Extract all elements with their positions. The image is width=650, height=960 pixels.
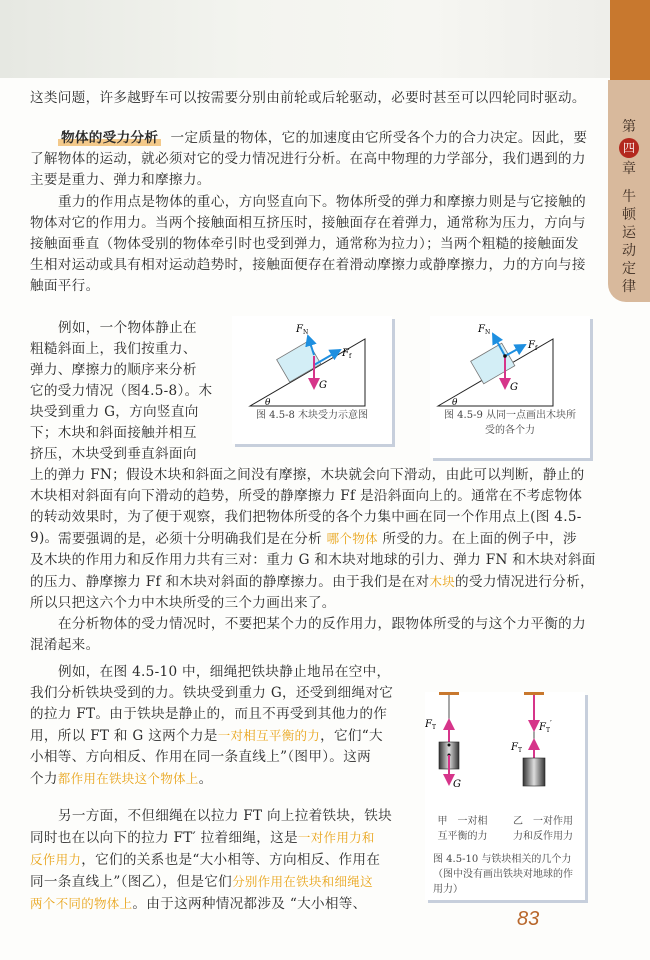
paragraph-incline-continued: 上的弹力 FN；假设木块和斜面之间没有摩擦，木块就会向下滑动，由此可以判断，静止的 木块相对斜面有向下滑动的趋势，所受的静摩擦力 Ff 是沿斜面向上的。通常在不考虑物体 的转动效果时，为了便于观察，我们把物体所受的各个力集中画在同一个作用点上(图 4.5-9)。	[30, 467, 585, 546]
svg-text:f: f	[535, 345, 538, 352]
paragraph-iron-block-balance: 例如，在图 4.5-10 中，细绳把铁块静止地吊在空中， 我们分析铁块受到的力。铁块受到重力 G，还受到细绳对它 的拉力 FT。由于铁块是静止的，而且不再受到其他力的作 用，所以 FT 和 G 这两个力是一对相互平衡的力，它们“大 小相等、方向相反、作用在同一条直线上”（图甲）。这两 个力都作用在铁块这个物体上。	[30, 664, 394, 787]
svg-text:G: G	[453, 779, 461, 790]
svg-text:θ: θ	[452, 398, 458, 408]
svg-text:T: T	[546, 727, 551, 734]
text-line: 这类问题，许多越野车可以按需要分别由前轮或后轮驱动，必要时甚至可以四轮同时驱动。	[30, 90, 586, 106]
svg-text:F: F	[539, 722, 546, 733]
sublabel-balanced: 甲 一对相 互平衡的力	[437, 816, 488, 842]
paragraph-gravity: 重力的作用点是物体的重心，方向竖直向下。物体所受的弹力和摩擦力则是与它接触的 物体对它的作用力。当两个接触面相互挤压时，接触面存在着弹力，通常称为压力，方向与 接触面垂直（物体受别的物体牵引时也受到弹力，通常称为拉力）；当两个粗糙的接触面发 生相对运动或具有相对运动趋势时，接触面便存在着滑动摩擦力或静摩擦力，力的方向与接 触面平行。	[30, 194, 586, 294]
svg-text:F: F	[425, 719, 432, 730]
chapter-suffix: 章	[622, 161, 636, 177]
ceiling-mount-right	[524, 692, 544, 695]
svg-text:N: N	[485, 329, 491, 336]
figure-caption: 图 4.5-8 木块受力示意图	[255, 410, 368, 421]
paragraph-force-analysis: 物体的受力分析 一定质量的物体，它的加速度由它所受各个力的合力决定。因此，要 了解物体的运动，就必须对它的受力情况进行分析。在高中物理的力学部分，我们遇到的力 主要是重力、弹力和摩擦力。	[30, 130, 588, 188]
figure-caption: 图 4.5-9 从同一点画出木块所 受的各个力	[443, 410, 576, 436]
svg-text:G: G	[319, 380, 327, 391]
paragraph-example-incline: 例如，一个物体静止在 粗糙斜面上，我们按重力、 弹力、摩擦力的顺序来分析 它的受力情况（图4.5-8）。木 块受到重力 G，方向竖直向 下；木块和斜面接触并相互 挤压，木块受到垂直斜面向	[30, 320, 213, 462]
svg-text:N: N	[303, 329, 309, 336]
svg-text:F: F	[528, 340, 535, 351]
chapter-prefix: 第	[622, 119, 636, 135]
svg-text:θ: θ	[265, 398, 271, 408]
chapter-tab-top	[610, 0, 650, 80]
chapter-tab-label	[614, 118, 644, 296]
svg-text:F: F	[511, 742, 518, 753]
ceiling-mount-left	[439, 692, 459, 695]
figure-4-5-10	[425, 692, 585, 900]
chapter-title: 牛 顿 运 动 定 律	[622, 189, 636, 295]
svg-text:G: G	[510, 382, 518, 393]
figure-caption: 图 4.5-10 与铁块相关的几个力 （图中没有画出铁块对地球的作 用力）	[433, 854, 573, 895]
paragraph-do-not-confuse: 在分析物体的受力情况时，不要把某个力的反作用力，跟物体所受的与这个力平衡的力 混淆起来。	[30, 616, 586, 653]
svg-text:T: T	[518, 747, 523, 754]
figure-4-5-8	[232, 316, 392, 444]
chapter-number-badge: 四	[619, 138, 639, 158]
page-top-band	[0, 0, 610, 78]
highlight-text: 木块	[429, 574, 456, 589]
label-fn: F	[296, 324, 303, 335]
svg-text:T: T	[432, 724, 437, 731]
svg-text:f: f	[349, 353, 352, 360]
svg-text:′: ′	[550, 719, 552, 728]
figure-4-5-9	[430, 316, 590, 458]
sublabel-action-reaction: 乙 一对作用 力和反作用力	[513, 816, 573, 842]
svg-text:F: F	[478, 324, 485, 335]
highlight-text: 哪个物体	[326, 531, 378, 546]
section-heading: 物体的受力分析	[58, 130, 161, 146]
hanging-iron-block-diagram	[425, 692, 585, 812]
svg-text:F: F	[342, 348, 349, 359]
page-number: 83	[517, 908, 540, 930]
paragraph-action-reaction: 另一方面，不但细绳在以拉力 FT 向上拉着铁块，铁块 同时也在以向下的拉力 FT′ 拉着细绳，这是一对作用力和 反作用力，它们的关系也是“大小相等、方向相反、作用在 同一条直线上”（图乙），但是它们分别作用在铁块和细绳这 两个不同的物体上。由于这两种情况都涉及 “大小相等、	[30, 808, 393, 912]
paragraph-which-object: 需要强调的是，必须十分明确我们是在分析 哪个物体 所受的力。在上面的例子中，涉 及木块的作用力和反作用力共有三对：重力 G 和木块对地球的引力、弹力 FN 和木块对斜面 的压力、静摩擦力 Ff 和木块对斜面的静摩擦力。由于我们是在对木块的受力情况进行分析， 所以只把这六个力中木块所受的三个力画出来了。	[30, 531, 596, 611]
